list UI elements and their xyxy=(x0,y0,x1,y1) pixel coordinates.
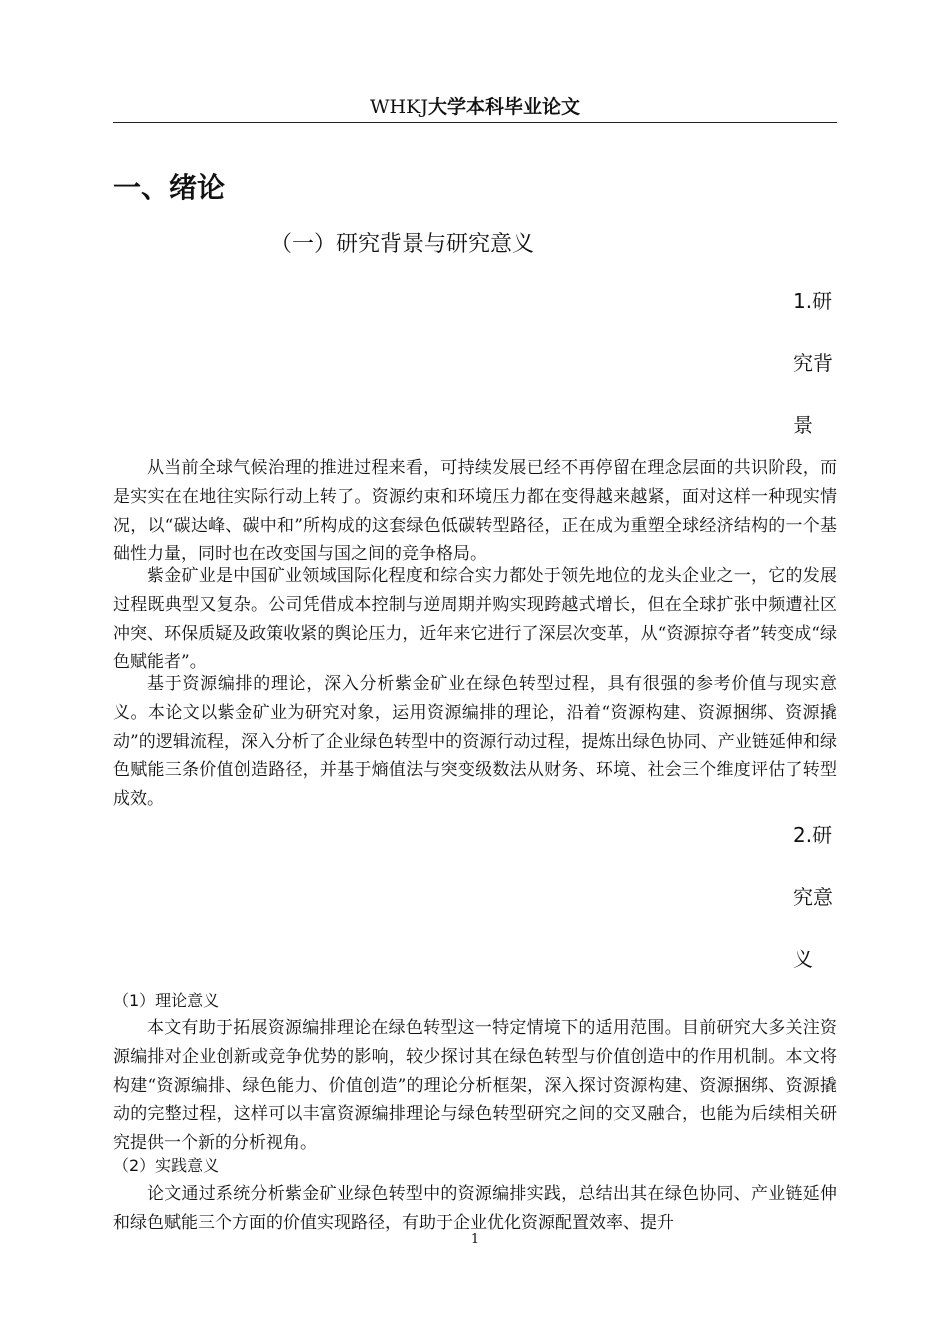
header-latin: WHKJ xyxy=(370,96,428,118)
body-paragraph: 本文有助于拓展资源编排理论在绿色转型这一特定情境下的适用范围。目前研究大多关注资源编排对企业创新或竞争优势的影响，较少探讨其在绿色转型与价值创造中的作用机制。本文将构建“资源编排、绿色能力、价值创造”的理论分析框架，深入探讨资源构建、资源捆绑、资源撬动的完整过程，这样可以丰富资源编排理论与绿色转型研究之间的交叉融合，也能为后续相关研究提供一个新的分析视角。 xyxy=(113,1018,837,1154)
page-number: 1 xyxy=(470,1232,480,1247)
body-paragraph: 基于资源编排的理论，深入分析紫金矿业在绿色转型过程，具有很强的参考价值与现实意义。本论文以紫金矿业为研究对象，运用资源编排的理论，沿着“资源构建、资源捆绑、资源撬动”的逻辑流程，深入分析了企业绿色转型中的资源行动过程，提炼出绿色协同、产业链延伸和绿色赋能三条价值创造路径，并基于熵值法与突变级数法从财务、环境、社会三个维度评估了转型成效。 xyxy=(113,674,837,810)
body-paragraph: 论文通过系统分析紫金矿业绿色转型中的资源编排实践，总结出其在绿色协同、产业链延伸和绿色赋能三个方面的价值实现路径，有助于企业优化资源配置效率、提升 xyxy=(113,1184,837,1233)
subsection-title-significance: 2.研究意义 xyxy=(793,823,833,971)
body-paragraph: 从当前全球气候治理的推进过程来看，可持续发展已经不再停留在理念层面的共识阶段，而是实实在在地往实际行动上转了。资源约束和环境压力都在变得越来越紧，面对这样一种现实情况，以“碳达峰、碳中和”所构成的这套绿色低碳转型路径，正在成为重塑全球经济结构的一个基础性力量，同时也在改变国与国之间的竞争格局。 xyxy=(113,458,837,565)
section-title: （一）研究背景与研究意义 xyxy=(270,232,535,257)
page-header xyxy=(113,92,837,123)
chapter-title: 一、绪论 xyxy=(113,171,226,204)
body-paragraph: 紫金矿业是中国矿业领域国际化程度和综合实力都处于领先地位的龙头企业之一，它的发展过程既典型又复杂。公司凭借成本控制与逆周期并购实现跨越式增长，但在全球扩张中频遭社区冲突、环保质疑及政策收紧的舆论压力，近年来它进行了深层次变革，从“资源掠夺者”转变成“绿色赋能者”。 xyxy=(113,566,837,673)
theory-heading: （1）理论意义 xyxy=(113,991,220,1010)
subsection-title-background: 1.研究背景 xyxy=(793,289,833,437)
header-title: 大学本科毕业论文 xyxy=(427,96,580,118)
practice-heading: （2）实践意义 xyxy=(113,1156,220,1175)
